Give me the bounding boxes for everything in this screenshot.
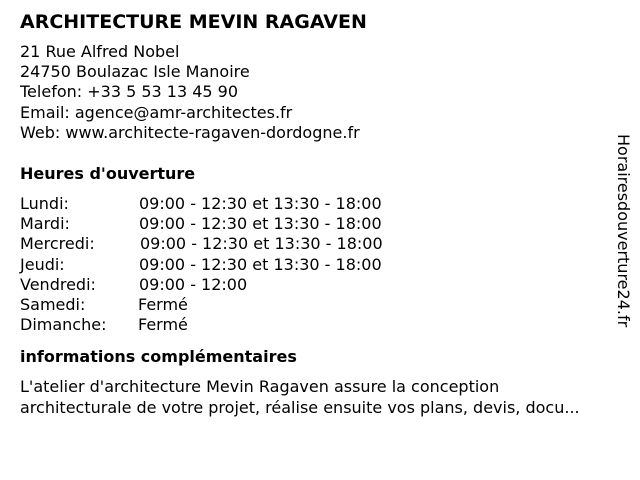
day-label: Mardi: xyxy=(20,214,70,234)
day-label: Vendredi: xyxy=(20,274,96,294)
hours-row-sunday xyxy=(20,315,620,335)
address-street: 21 Rue Alfred Nobel xyxy=(20,42,180,61)
time-value: Fermé xyxy=(138,315,188,335)
additional-info-heading: informations complémentaires xyxy=(20,347,297,367)
day-label: Mercredi: xyxy=(20,234,95,254)
info-line: architecturale de votre projet, réalise ensuite vos plans, devis, docu... xyxy=(20,397,580,417)
time-value: Fermé xyxy=(138,294,188,314)
info-line: L'atelier d'architecture Mevin Ragaven assure la conception xyxy=(20,377,500,397)
time-value: 09:00 - 12:00 xyxy=(139,274,248,294)
time-value: 09:00 - 12:30 et 13:30 - 18:00 xyxy=(139,194,382,214)
hours-row-wednesday xyxy=(20,234,620,254)
day-label: Samedi: xyxy=(20,294,86,314)
hours-row-friday xyxy=(20,275,620,295)
site-watermark: Horairesdouverture24.fr xyxy=(614,134,633,328)
time-value: 09:00 - 12:30 et 13:30 - 18:00 xyxy=(139,214,382,234)
time-value: 09:00 - 12:30 et 13:30 - 18:00 xyxy=(140,234,383,254)
day-label: Lundi: xyxy=(20,194,69,214)
opening-hours-list xyxy=(20,194,620,335)
phone-line: Telefon: +33 5 53 13 45 90 xyxy=(20,82,239,102)
business-card xyxy=(20,10,620,418)
web-line: Web: www.architecte-ragaven-dordogne.fr xyxy=(20,122,360,142)
business-name: ARCHITECTURE MEVIN RAGAVEN xyxy=(20,11,367,33)
hours-row-thursday xyxy=(20,255,620,275)
hours-row-monday xyxy=(20,194,620,214)
email-line: Email: agence@amr-architectes.fr xyxy=(20,102,293,122)
additional-info-text xyxy=(20,377,620,417)
hours-row-tuesday xyxy=(20,214,620,234)
address-city: 24750 Boulazac Isle Manoire xyxy=(20,62,250,82)
opening-hours-heading: Heures d'ouverture xyxy=(20,164,196,184)
time-value: 09:00 - 12:30 et 13:30 - 18:00 xyxy=(139,254,382,274)
hours-row-saturday xyxy=(20,295,620,315)
day-label: Jeudi: xyxy=(20,254,65,274)
day-label: Dimanche: xyxy=(20,315,107,335)
